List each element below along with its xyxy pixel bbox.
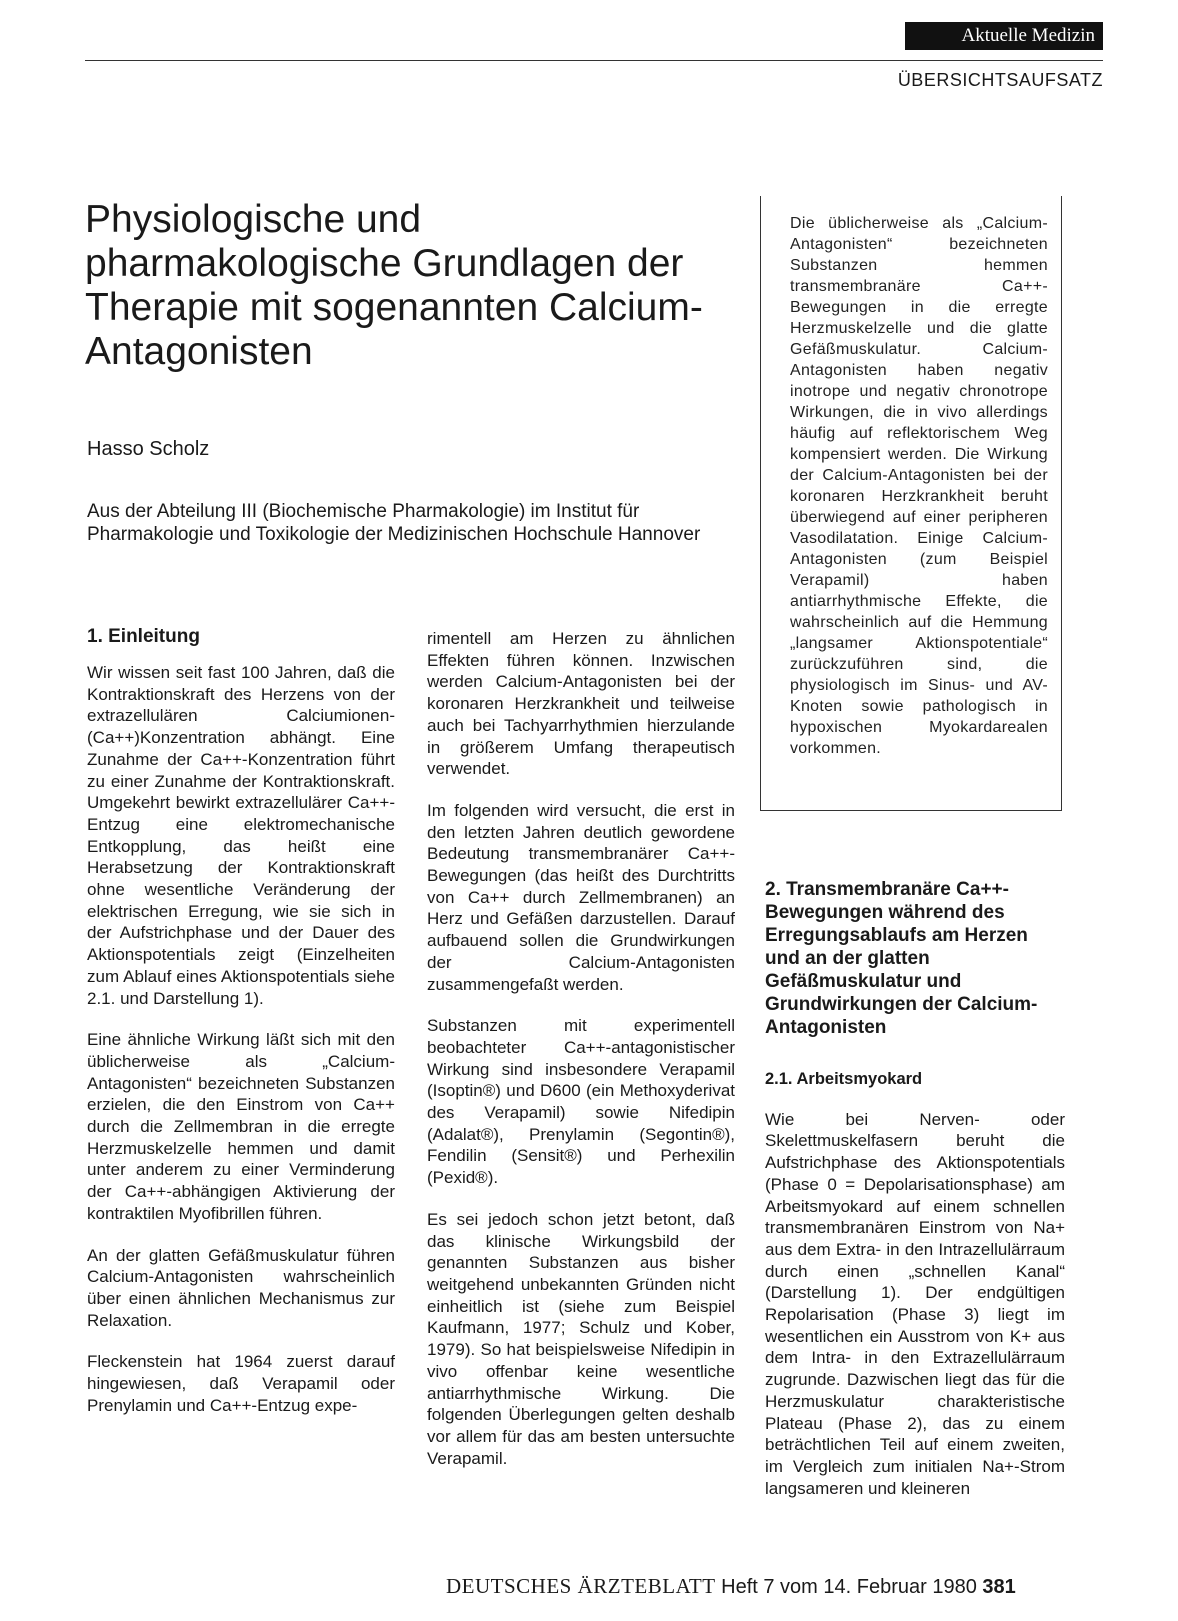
abstract-text: Die üblicherweise als „Calcium-Antagonisten“ bezeichneten Substanzen hemmen transmembranäre Ca++-Bewegungen in die erregte Herzmuskelzelle und die glatte Gefäßmuskulatur. Calcium-Antagonisten haben negativ inotrope und negativ chronotrope Wirkungen, die in vivo allerdings häufig auf reflektorischem Weg kompensiert werden. Die Wirkung der Calcium-Antagonisten bei der koronaren Herzkrankheit beruht überwiegend auf einer peripheren Vasodilatation. Einige Calcium-Antagonisten (zum Beispiel Verapamil) haben antiarrhythmische Effekte, die wahrscheinlich auf die Hemmung „langsamer Aktionspotentiale“ zurückzuführen sind, die physiologisch im Sinus- und AV-Knoten sowie pathologisch in hypoxischen Myokardarealen vorkommen. bbox=[790, 215, 1048, 757]
journal-name: DEUTSCHES ÄRZTEBLATT bbox=[446, 1574, 716, 1598]
text-column-3 bbox=[765, 878, 1065, 1519]
paragraph: Fleckenstein hat 1964 zuerst darauf hingewiesen, daß Verapamil oder Prenylamin und Ca++-Entzug expe- bbox=[87, 1352, 395, 1415]
article-title: Physiologische und pharmakologische Grundlagen der Therapie mit sogenannten Calcium-Antagonisten bbox=[85, 198, 703, 373]
subsection-heading-myocard: 2.1. Arbeitsmyokard bbox=[765, 1070, 923, 1088]
paragraph: rimentell am Herzen zu ähnlichen Effekten führen können. Inzwischen werden Calcium-Antagonisten bei der koronaren Herzkrankheit und teilweise auch bei Tachyarrhythmien hierzulande in größerem Umfang therapeutisch verwendet. bbox=[427, 629, 735, 779]
section-heading-transmembrane: 2. Transmembranäre Ca++-Bewegungen während des Erregungsablaufs am Herzen und an der glatten Gefäßmuskulatur und Grundwirkungen der Calcium-Antagonisten bbox=[765, 879, 1038, 1038]
paragraph: Wir wissen seit fast 100 Jahren, daß die Kontraktionskraft des Herzens von der extrazellulären Calciumionen-(Ca++)Konzentration abhängt. Eine Zunahme der Ca++-Konzentration führt zu einer Zunahme der Kontraktionskraft. Umgekehrt bewirkt extrazellulärer Ca++-Entzug eine elektromechanische Entkopplung, das heißt eine Herabsetzung der Kontraktionskraft ohne wesentliche Veränderung der elektrischen Erregung, wie sie sich in der Aufstrichphase und der Dauer des Aktionspotentials zeigt (Einzelheiten zum Ablauf eines Aktionspotentials siehe 2.1. und Darstellung 1). bbox=[87, 663, 395, 1008]
article-author: Hasso Scholz bbox=[87, 438, 210, 460]
issue-info: Heft 7 vom 14. Februar 1980 bbox=[721, 1576, 977, 1598]
page-footer bbox=[446, 1574, 1066, 1599]
paragraph: Es sei jedoch schon jetzt betont, daß das klinische Wirkungsbild der genannten Substanzen aus bisher weitgehend unbekannten Gründen nicht einheitlich ist (siehe zum Beispiel Kaufmann, 1977; Schulz und Kober, 1979). So hat beispielsweise Nifedipin in vivo offenbar keine wesentliche antiarrhythmische Wirkung. Die folgenden Überlegungen gelten deshalb vor allem für das am besten untersuchte Verapamil. bbox=[427, 1209, 735, 1468]
section-heading-introduction: 1. Einleitung bbox=[87, 626, 200, 647]
page-number: 381 bbox=[982, 1576, 1016, 1598]
header-divider bbox=[85, 60, 1103, 61]
paragraph: Eine ähnliche Wirkung läßt sich mit den üblicherweise als „Calcium-Antagonisten“ bezeichneten Substanzen erzielen, die den Einstrom von Ca++ durch die Zellmembran in die erregte Herzmuskelzelle hemmen und damit unter anderem zu einer Verminderung der Ca++-abhängigen Aktivierung der kontraktilen Myofibrillen führen. bbox=[87, 1030, 395, 1223]
paragraph: Im folgenden wird versucht, die erst in den letzten Jahren deutlich gewordene Bedeutung transmembranärer Ca++-Bewegungen (das heißt des Durchtritts von Ca++ durch Zellmembranen) an Herz und Gefäßen darzustellen. Darauf aufbauend sollen die Grundwirkungen der Calcium-Antagonisten zusammengefaßt werden. bbox=[427, 800, 735, 994]
paragraph: Substanzen mit experimentell beobachteter Ca++-antagonistischer Wirkung sind insbesondere Verapamil (Isoptin®) und D600 (ein Methoxyderivat des Verapamil) sowie Nifedipin (Adalat®), Prenylamin (Segontin®), Fendilin (Sensit®) und Perhexilin (Pexid®). bbox=[427, 1016, 735, 1188]
section-badge: Aktuelle Medizin bbox=[905, 22, 1103, 50]
text-column-1 bbox=[87, 626, 395, 1437]
author-affiliation: Aus der Abteilung III (Biochemische Pharmakologie) im Institut für Pharmakologie und Toxikologie der Medizinischen Hochschule Hannover bbox=[87, 501, 701, 545]
paragraph: Wie bei Nerven- oder Skelettmuskelfasern beruht die Aufstrichphase des Aktionspotentials (Phase 0 = Depolarisationsphase) am Arbeitsmyokard auf einem schnellen transmembranären Einstrom von Na+ aus dem Extra- in den Intrazellulärraum durch einen „schnellen Kanal“ (Darstellung 1). Der endgültigen Repolarisation (Phase 3) liegt im wesentlichen ein Ausstrom von K+ aus dem Intra- in den Extrazellulärraum zugrunde. Dazwischen liegt das für die Herzmuskulatur charakteristische Plateau (Phase 2), das zu einem beträchtlichen Teil auf einem zweiten, im Vergleich zum initialen Na+-Strom langsameren und kleineren bbox=[765, 1109, 1065, 1498]
paragraph: An der glatten Gefäßmuskulatur führen Calcium-Antagonisten wahrscheinlich über einen ähnlichen Mechanismus zur Relaxation. bbox=[87, 1245, 395, 1330]
section-label: ÜBERSICHTSAUFSATZ bbox=[897, 70, 1103, 90]
text-column-2 bbox=[427, 628, 735, 1489]
